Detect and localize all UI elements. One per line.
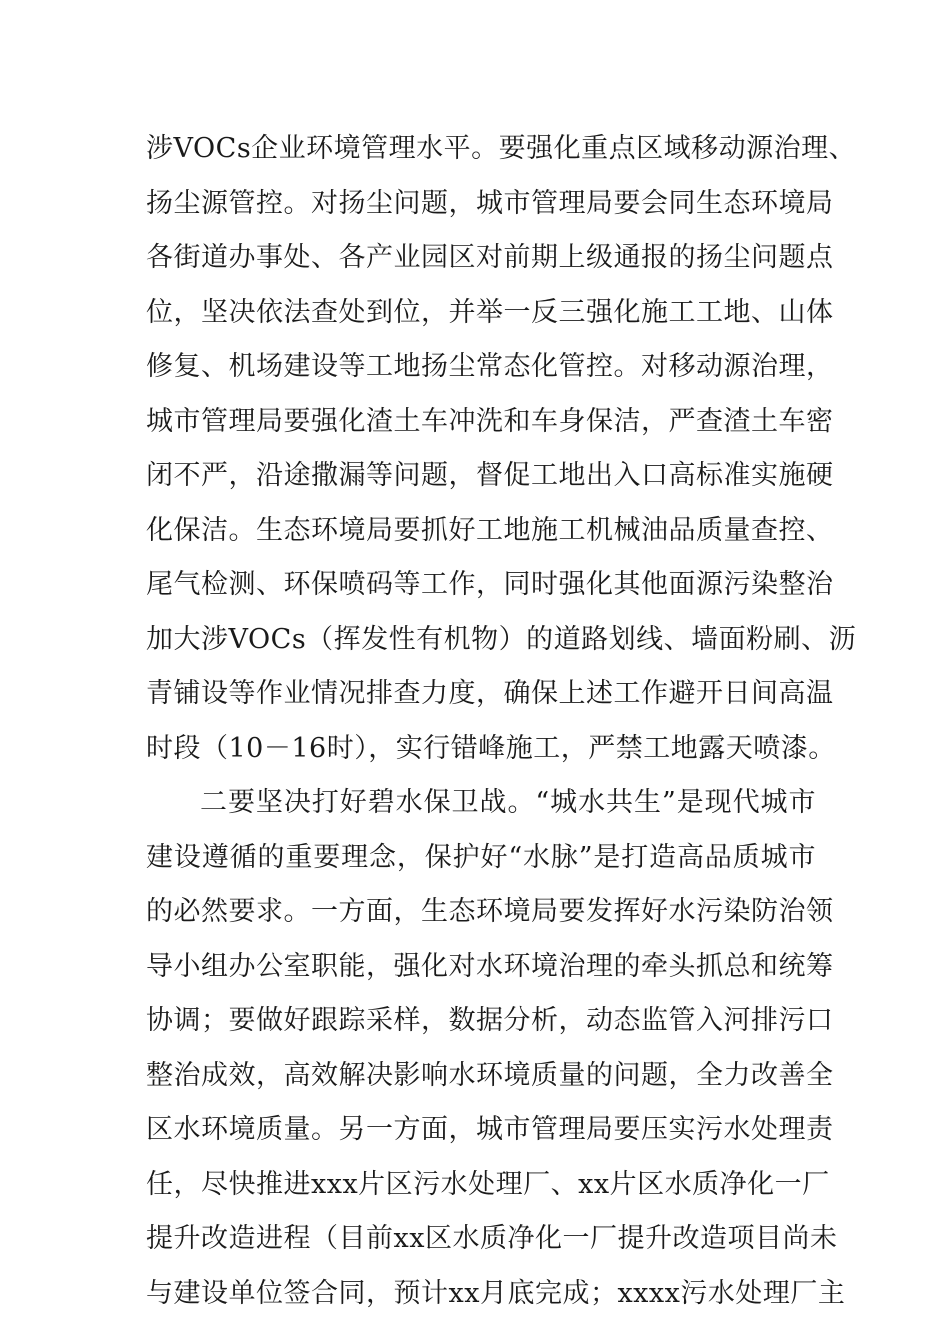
text-line: 时段（10－16时），实行错峰施工，严禁工地露天喷漆。 bbox=[146, 732, 836, 764]
text-line: 扬尘源管控。对扬尘问题，城市管理局要会同生态环境局 bbox=[146, 187, 834, 219]
text-line: 位，坚决依法查处到位，并举一反三强化施工工地、山体 bbox=[146, 296, 834, 328]
text-line: 化保洁。生态环境局要抓好工地施工机械油品质量查控、 bbox=[146, 514, 834, 546]
text-line: 城市管理局要强化渣土车冲洗和车身保洁，严查渣土车密 bbox=[146, 405, 834, 437]
text-line: 任，尽快推进xxx片区污水处理厂、xx片区水质净化一厂 bbox=[146, 1168, 830, 1200]
text-line: 的必然要求。一方面，生态环境局要发挥好水污染防治领 bbox=[146, 896, 834, 927]
text-line: 提升改造进程（目前xx区水质净化一厂提升改造项目尚未 bbox=[146, 1223, 838, 1254]
text-line: 加大涉VOCs（挥发性有机物）的道路划线、墙面粉刷、沥 bbox=[146, 623, 857, 655]
text-line: 整治成效，高效解决影响水环境质量的问题，全力改善全 bbox=[146, 1059, 834, 1091]
text-line: 尾气检测、环保喷码等工作，同时强化其他面源污染整治 bbox=[146, 569, 834, 600]
text-line: 导小组办公室职能，强化对水环境治理的牵头抓总和统筹 bbox=[146, 950, 834, 982]
text-line: 青铺设等作业情况排查力度，确保上述工作避开日间高温 bbox=[146, 678, 834, 709]
text-line: 区水环境质量。另一方面，城市管理局要压实污水处理责 bbox=[146, 1114, 834, 1145]
text-line: 协调；要做好跟踪采样，数据分析，动态监管入河排污口 bbox=[146, 1005, 834, 1036]
text-line: 修复、机场建设等工地扬尘常态化管控。对移动源治理， bbox=[146, 351, 834, 382]
text-line: 闭不严，沿途撒漏等问题，督促工地出入口高标准实施硬 bbox=[146, 460, 834, 491]
text-line: 与建设单位签合同，预计xx月底完成；xxxx污水处理厂主 bbox=[146, 1277, 846, 1309]
text-line: 涉VOCs企业环境管理水平。要强化重点区域移动源治理、 bbox=[146, 133, 857, 164]
text-line: 各街道办事处、各产业园区对前期上级通报的扬尘问题点 bbox=[146, 242, 834, 273]
paragraph-start-line: 二要坚决打好碧水保卫战。“城水共生”是现代城市 bbox=[200, 787, 816, 818]
text-line: 建设遵循的重要理念，保护好“水脉”是打造高品质城市 bbox=[146, 841, 816, 873]
body-text bbox=[146, 122, 857, 1321]
